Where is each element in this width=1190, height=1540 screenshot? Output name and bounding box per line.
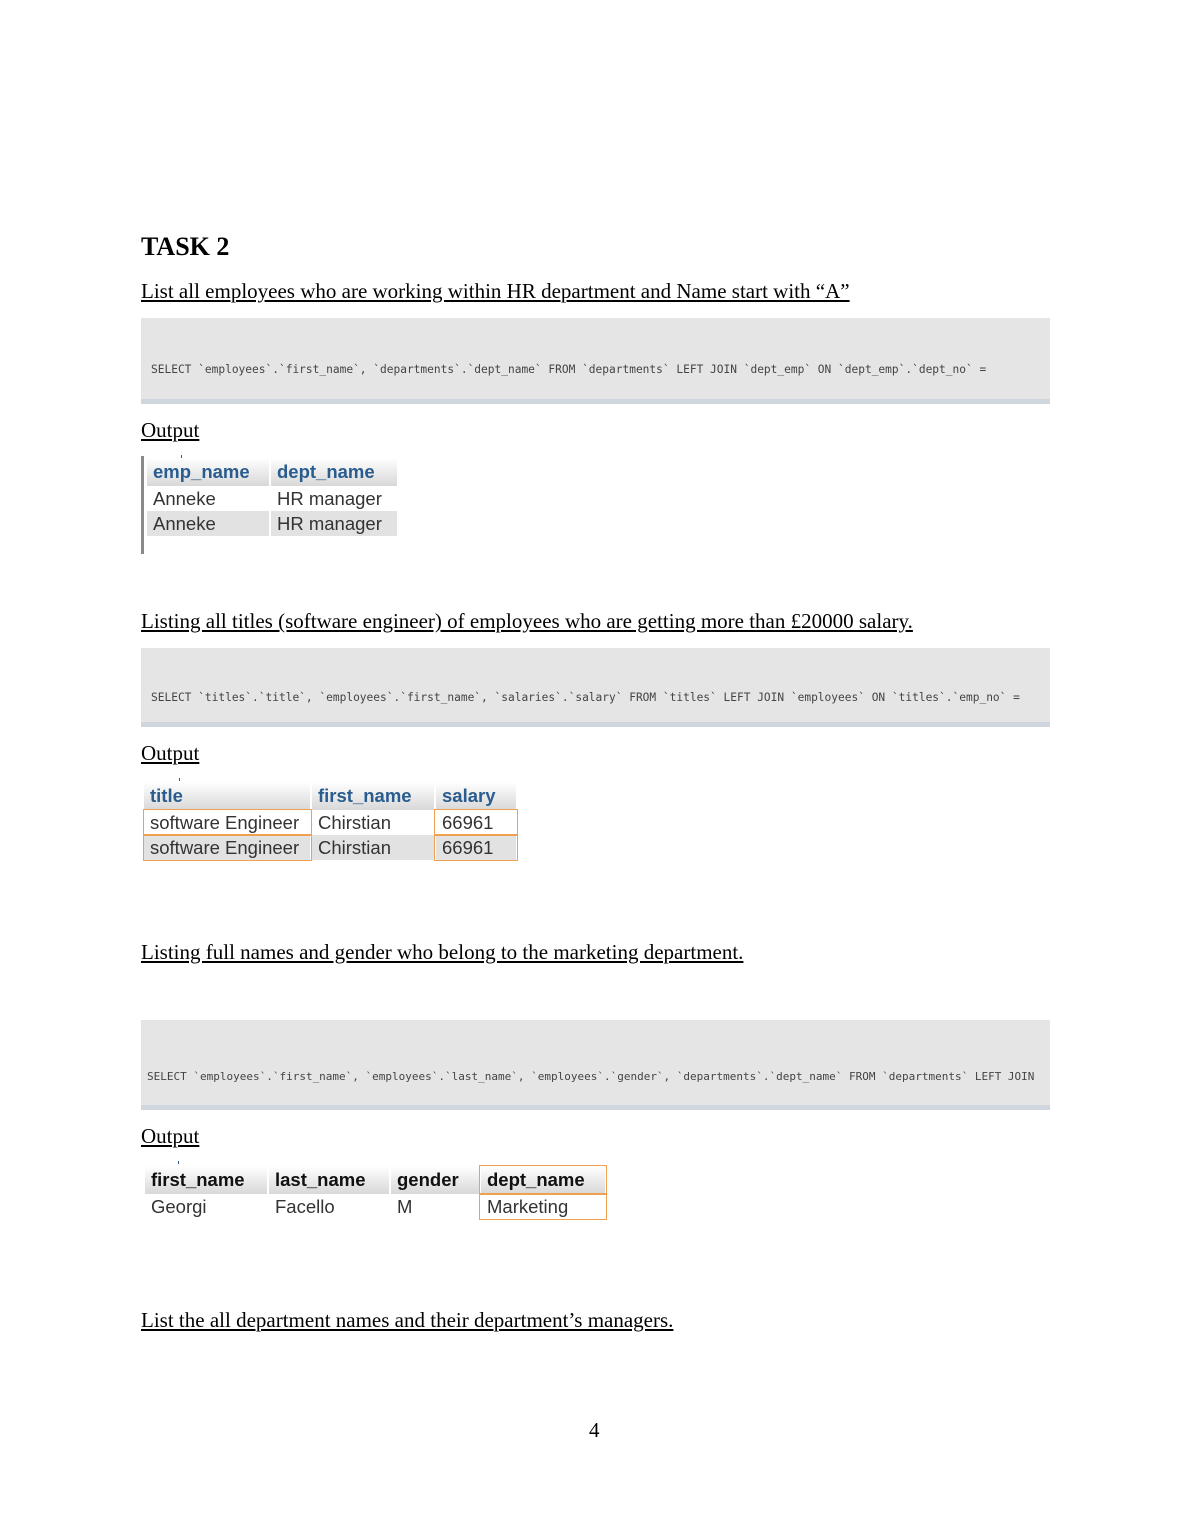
table-cell: HR manager [270,511,398,536]
sql-line: SELECT `employees`.`first_name`, `departments`.`dept_name` FROM `departments` LEFT JOIN `dept_emp` ON `dept_emp`.`dept_no` = [151,363,987,376]
table-cell: Anneke [147,486,270,511]
task-3-sql-block [141,1020,1050,1110]
column-header[interactable]: salary [435,782,517,810]
task-2-title: Listing all titles (software engineer) of employees who are getting more than £20000 salary. [141,609,913,633]
column-header[interactable]: dept_name [480,1166,606,1194]
task-2-output-label: Output [141,741,200,765]
table-cell: Chirstian [311,810,435,835]
table-row [144,810,517,835]
table-cell: Georgi [145,1194,268,1219]
task-3-output-label: Output [141,1124,200,1148]
table-cell: software Engineer [144,835,311,860]
column-marker [178,1161,179,1164]
table-cell: Facello [268,1194,390,1219]
column-header[interactable]: emp_name [147,458,270,486]
task-3-title: Listing full names and gender who belong to the marketing department. [141,940,744,964]
table-cell: software Engineer [144,810,311,835]
table-cell: Chirstian [311,835,435,860]
table-cell: 66961 [435,810,517,835]
column-header[interactable]: last_name [268,1166,390,1194]
table-row [145,1194,606,1219]
task-2-result-table [144,782,518,860]
task-1-sql-block [141,318,1050,404]
table-row [147,486,398,511]
task-2-sql-block [141,648,1050,727]
table-cell: Marketing [480,1194,606,1219]
column-header[interactable]: gender [390,1166,480,1194]
column-marker [179,778,180,781]
output-left-rule [141,456,144,554]
task-1-output-label: Output [141,418,200,442]
column-header[interactable]: first_name [145,1166,268,1194]
table-cell: M [390,1194,480,1219]
table-cell: HR manager [270,486,398,511]
task-3-result-table [145,1166,607,1219]
task-1-title: List all employees who are working within HR department and Name start with “A” [141,279,850,303]
column-header[interactable]: first_name [311,782,435,810]
task-1-result-table [147,458,399,536]
sql-line: SELECT `employees`.`first_name`, `employees`.`last_name`, `employees`.`gender`, `departments`.`dept_name` FROM `departments` LEFT JOIN [147,1070,1035,1083]
task-4-title: List the all department names and their department’s managers. [141,1308,674,1332]
table-row [147,511,398,536]
column-header[interactable]: title [144,782,311,810]
table-cell: 66961 [435,835,517,860]
column-header[interactable]: dept_name [270,458,398,486]
table-cell: Anneke [147,511,270,536]
sql-line: SELECT `titles`.`title`, `employees`.`first_name`, `salaries`.`salary` FROM `titles` LEFT JOIN `employees` ON `titles`.`emp_no` = [151,691,1020,704]
page-heading: TASK 2 [141,232,230,261]
table-row [144,835,517,860]
page-number: 4 [589,1418,600,1442]
